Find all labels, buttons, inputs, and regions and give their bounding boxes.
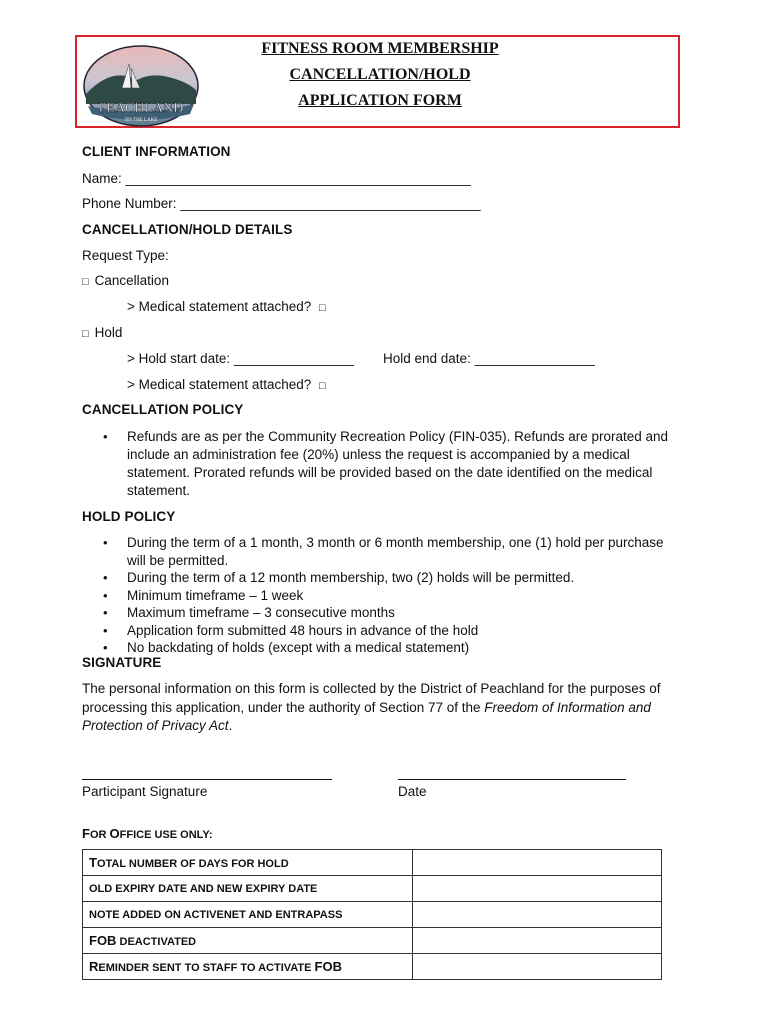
table-row <box>83 954 662 980</box>
hold-start-date[interactable]: > Hold start date: ________________ <box>127 351 355 366</box>
list-item: • Application form submitted 48 hours in advance of the hold <box>103 622 479 638</box>
table-row <box>83 850 662 876</box>
details-heading: CANCELLATION/HOLD DETAILS <box>82 222 293 237</box>
list-item: • Refunds are as per the Community Recreation Policy (FIN-035). Refunds are prorated and include an administration fee (20%) unless the request is accompanied by a medical statement. Prorated refunds will be provided based on the date identified on the medical statement. <box>103 429 669 498</box>
office-row-value-cell[interactable] <box>413 954 662 980</box>
office-row-value-cell[interactable] <box>413 876 662 902</box>
office-use-heading: FOR OFFICE USE ONLY: <box>82 826 213 841</box>
office-row-value-cell[interactable] <box>413 902 662 928</box>
table-row <box>83 902 662 928</box>
hold-label: Hold <box>94 325 123 340</box>
phone-label: Phone Number: <box>82 196 177 211</box>
office-row-label: TOTAL NUMBER OF DAYS FOR HOLD <box>83 850 413 876</box>
hold-option[interactable] <box>82 325 122 340</box>
medical-statement-1-checkbox[interactable]: □ <box>319 302 326 314</box>
medical-statement-2[interactable] <box>127 377 332 392</box>
table-row <box>83 928 662 954</box>
peachland-logo <box>82 44 200 128</box>
hold-policy-list <box>103 534 683 657</box>
office-row-label: OLD EXPIRY DATE AND NEW EXPIRY DATE <box>83 876 413 902</box>
medical-statement-1-label: > Medical statement attached? <box>127 299 312 314</box>
form-title-line-3: APPLICATION FORM <box>298 92 462 109</box>
office-row-label: REMINDER SENT TO STAFF TO ACTIVATE FOB <box>83 954 413 980</box>
name-line: ______________________________________________ <box>125 171 471 186</box>
participant-signature-label: Participant Signature <box>82 784 208 799</box>
participant-signature-line[interactable] <box>82 779 332 780</box>
medical-statement-2-label: > Medical statement attached? <box>127 377 312 392</box>
cancellation-option[interactable] <box>82 273 169 288</box>
name-label: Name: <box>82 171 122 186</box>
office-row-label: NOTE ADDED ON ACTIVENET AND ENTRAPASS <box>83 902 413 928</box>
cancellation-policy-heading: CANCELLATION POLICY <box>82 402 244 417</box>
medical-statement-1[interactable] <box>127 299 332 314</box>
office-use-table <box>82 849 662 980</box>
list-item: • During the term of a 12 month membership, two (2) holds will be permitted. <box>103 570 575 585</box>
svg-text:ON THE LAKE: ON THE LAKE <box>124 118 158 123</box>
office-row-value-cell[interactable] <box>413 850 662 876</box>
list-item: • Maximum timeframe – 3 consecutive months <box>103 605 395 620</box>
medical-statement-2-checkbox[interactable]: □ <box>319 380 326 392</box>
form-title-line-1: FITNESS ROOM MEMBERSHIP <box>261 40 499 57</box>
svg-text:PEACHLAND: PEACHLAND <box>98 101 184 116</box>
hold-policy-heading: HOLD POLICY <box>82 509 176 524</box>
list-item: • No backdating of holds (except with a medical statement) <box>103 640 470 655</box>
cancellation-label: Cancellation <box>94 273 169 288</box>
signature-heading: SIGNATURE <box>82 655 162 670</box>
cancellation-checkbox[interactable]: □ <box>82 276 89 288</box>
cancellation-policy-list <box>103 428 673 500</box>
list-item: • During the term of a 1 month, 3 month or 6 month membership, one (1) hold per purchase will be permitted. <box>103 535 664 568</box>
phone-field[interactable] <box>82 196 481 211</box>
phone-line: ________________________________________ <box>180 196 481 211</box>
privacy-statement: The personal information on this form is collected by the District of Peachland for the purposes of processing this application, under the authority of Section 77 of the Freedom of Information and Protection of Privacy Act. <box>82 681 661 733</box>
table-row <box>83 876 662 902</box>
form-title-line-2: CANCELLATION/HOLD <box>289 66 471 83</box>
hold-end-date[interactable]: Hold end date: ________________ <box>383 351 595 366</box>
hold-checkbox[interactable]: □ <box>82 328 89 340</box>
request-type-label: Request Type: <box>82 248 169 263</box>
date-line[interactable] <box>398 779 626 780</box>
list-item: • Minimum timeframe – 1 week <box>103 587 304 603</box>
office-row-value-cell[interactable] <box>413 928 662 954</box>
date-label: Date <box>398 784 427 799</box>
office-row-label: FOB DEACTIVATED <box>83 928 413 954</box>
client-info-heading: CLIENT INFORMATION <box>82 144 231 159</box>
name-field[interactable] <box>82 171 471 186</box>
